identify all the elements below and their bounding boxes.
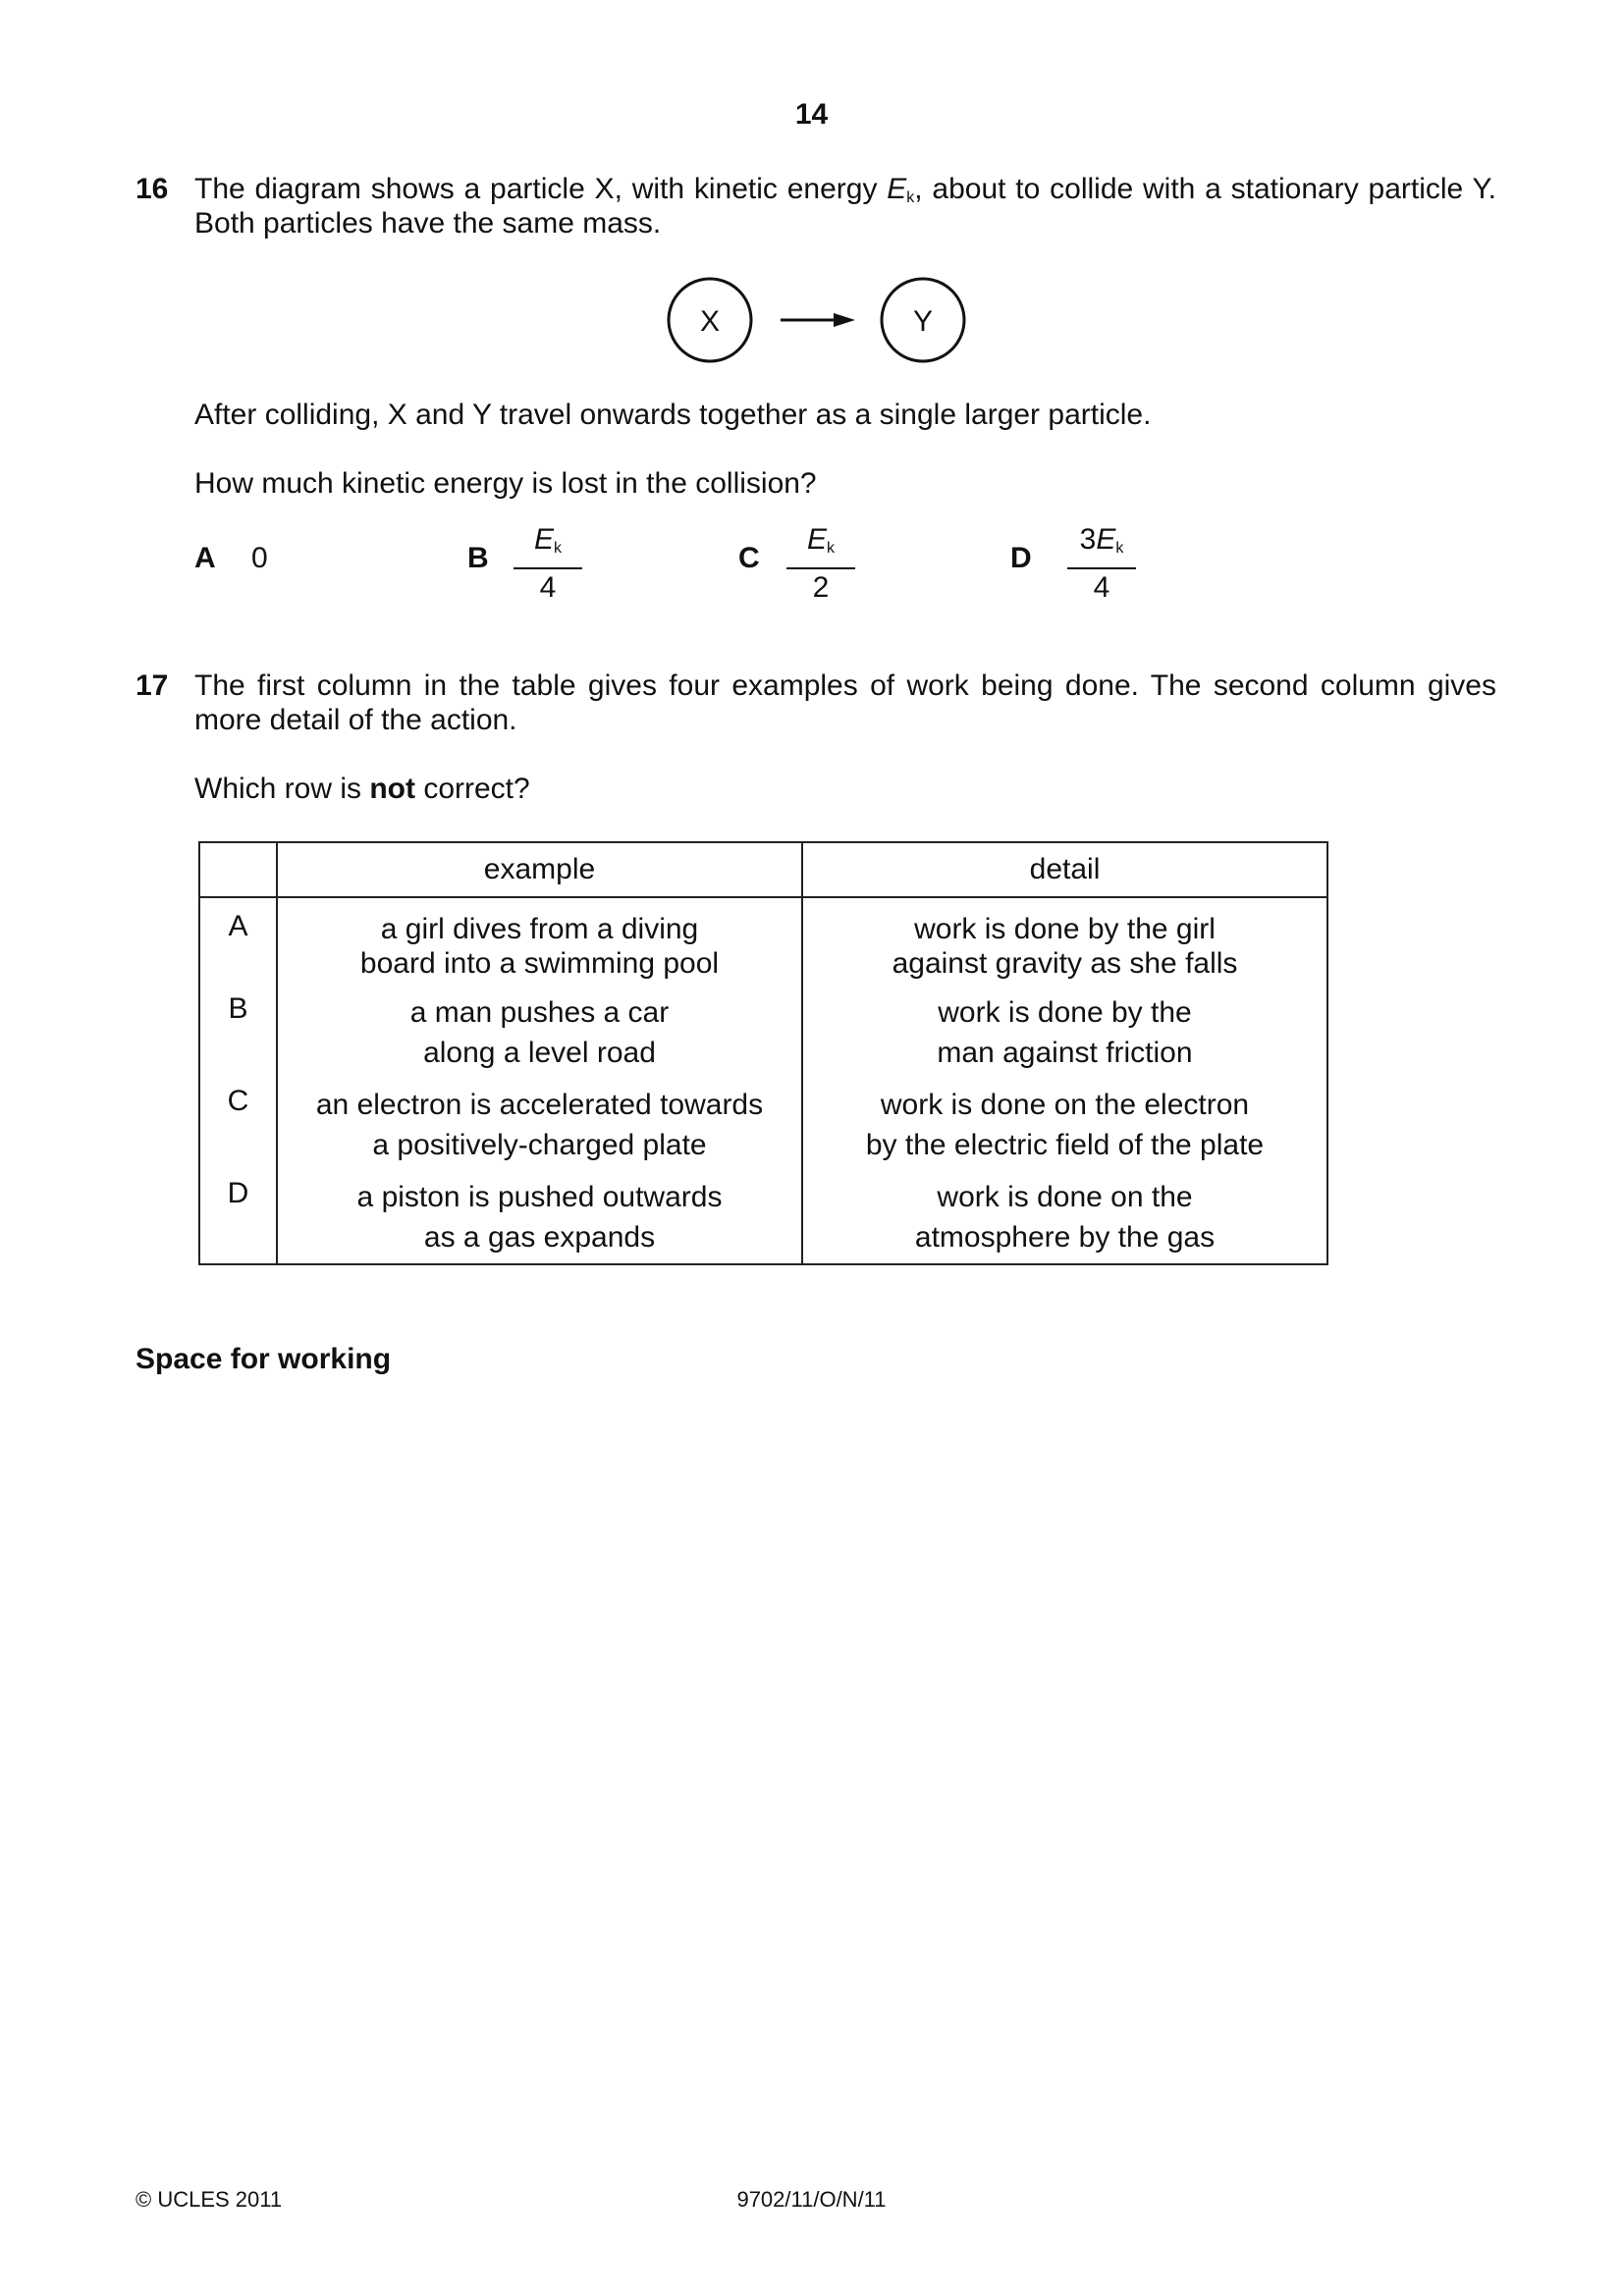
row-c-detail-line-1: work is done on the electron — [880, 1089, 1250, 1121]
option-c-numerator — [786, 523, 855, 569]
table-header-row — [199, 842, 1327, 897]
table-row — [199, 1073, 1327, 1165]
row-a-example — [277, 897, 802, 981]
q17-question-post: correct? — [415, 773, 530, 805]
row-d-detail-line-2: atmosphere by the gas — [914, 1221, 1216, 1254]
option-c-letter: C — [738, 542, 760, 574]
table-row — [199, 1165, 1327, 1264]
option-b-fraction — [514, 523, 582, 607]
question-16-question: How much kinetic energy is lost in the collision? — [194, 467, 817, 500]
question-17-question — [194, 773, 530, 806]
ek-symbol: E — [887, 173, 907, 205]
table-header-detail: detail — [802, 842, 1327, 897]
option-b-num-symbol: E — [533, 523, 554, 556]
work-examples-table — [198, 841, 1328, 1265]
ek-subscript: k — [906, 189, 915, 206]
row-b-example-line-1: a man pushes a car — [409, 996, 670, 1029]
row-c-example — [277, 1073, 802, 1165]
option-c-denominator: 2 — [812, 571, 830, 604]
q17-question-bold: not — [369, 773, 415, 805]
option-d-letter: D — [1010, 542, 1032, 574]
option-a-value: 0 — [251, 542, 268, 574]
question-17-line-2: more detail of the action. — [194, 704, 517, 736]
row-b-detail-line-1: work is done by the — [938, 996, 1192, 1029]
row-d-example-line-1: a piston is pushed outwards — [356, 1181, 723, 1213]
row-a-example-line-2: board into a swimming pool — [359, 947, 720, 980]
option-d-num-prefix: 3 — [1079, 523, 1097, 556]
row-a-example-line-1: a girl dives from a diving — [380, 913, 699, 945]
velocity-arrowhead — [834, 313, 855, 327]
option-d-num-symbol: E — [1096, 523, 1116, 556]
option-b-numerator — [514, 523, 582, 569]
question-16-line-1 — [194, 173, 1496, 207]
option-c-fraction — [786, 523, 855, 607]
table-header-example: example — [277, 842, 802, 897]
question-17-line-1: The first column in the table gives four examples of work being done. The second column gives — [194, 669, 1496, 702]
row-b-example-line-2: along a level road — [423, 1037, 656, 1069]
row-c-detail-line-2: by the electric field of the plate — [865, 1129, 1265, 1161]
space-for-working-label: Space for working — [135, 1343, 392, 1375]
table-row — [199, 897, 1327, 981]
row-c-example-line-2: a positively-charged plate — [372, 1129, 707, 1161]
option-d-num-sub: k — [1115, 540, 1124, 557]
particle-y-label: Y — [912, 305, 934, 338]
row-d-letter: D — [199, 1165, 277, 1264]
q16-line1-post: , about to collide with a stationary particle Y. — [914, 173, 1496, 205]
question-16-number: 16 — [135, 173, 169, 205]
row-d-detail — [802, 1165, 1327, 1264]
row-a-detail-line-2: against gravity as she falls — [892, 947, 1238, 980]
particle-x-label: X — [699, 305, 721, 338]
collision-diagram — [663, 273, 972, 367]
option-b-num-sub: k — [554, 540, 562, 557]
page-number: 14 — [794, 98, 829, 131]
row-d-detail-line-1: work is done on the — [937, 1181, 1193, 1213]
row-b-detail — [802, 981, 1327, 1073]
q17-question-pre: Which row is — [194, 773, 370, 805]
option-d-fraction — [1067, 523, 1136, 607]
row-a-letter: A — [199, 897, 277, 981]
question-16-after-text: After colliding, X and Y travel onwards together as a single larger particle. — [194, 399, 1152, 431]
row-b-example — [277, 981, 802, 1073]
option-b-letter: B — [467, 542, 489, 574]
option-c-num-sub: k — [827, 540, 835, 557]
option-b-denominator: 4 — [539, 571, 557, 604]
table-header-letter — [199, 842, 277, 897]
question-17-number: 17 — [135, 669, 169, 702]
option-c-num-symbol: E — [806, 523, 827, 556]
row-c-letter: C — [199, 1073, 277, 1165]
option-a-letter: A — [194, 542, 216, 574]
footer-paper-code: 9702/11/O/N/11 — [736, 2187, 887, 2212]
row-d-example — [277, 1165, 802, 1264]
row-a-detail-line-1: work is done by the girl — [914, 913, 1216, 945]
option-d-numerator — [1067, 523, 1136, 569]
option-d-denominator: 4 — [1093, 571, 1110, 604]
row-c-example-line-1: an electron is accelerated towards — [315, 1089, 764, 1121]
row-a-detail — [802, 897, 1327, 981]
row-b-letter: B — [199, 981, 277, 1073]
row-b-detail-line-2: man against friction — [937, 1037, 1193, 1069]
row-d-example-line-2: as a gas expands — [423, 1221, 656, 1254]
table-row — [199, 981, 1327, 1073]
q16-line1-pre: The diagram shows a particle X, with kinetic energy — [194, 173, 888, 205]
question-16-line-2: Both particles have the same mass. — [194, 207, 662, 240]
row-c-detail — [802, 1073, 1327, 1165]
footer-copyright: © UCLES 2011 — [135, 2187, 283, 2212]
